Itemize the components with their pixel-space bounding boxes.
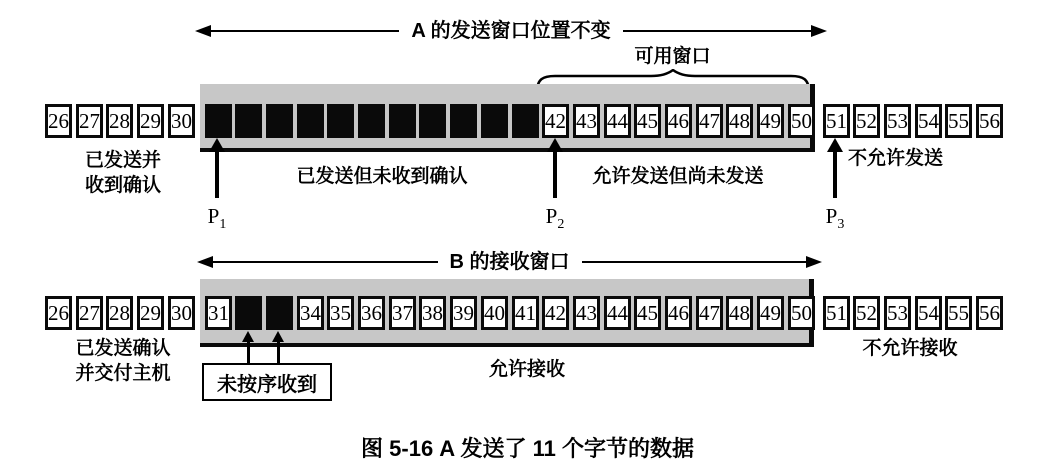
- byte-cell: 47: [696, 296, 723, 330]
- byte-cell: 54: [915, 296, 942, 330]
- available-window-label: 可用窗口: [634, 46, 711, 67]
- byte-cell-filled: [512, 104, 539, 138]
- arrow-left-head-icon: [195, 25, 211, 37]
- byte-cell: 51: [823, 104, 850, 138]
- byte-cell: 42: [542, 296, 569, 330]
- byte-cell: 44: [604, 296, 631, 330]
- pointer-p3: [825, 138, 845, 233]
- byte-cell-filled: [297, 104, 324, 138]
- byte-cell: 28: [106, 104, 133, 138]
- byte-cell: 50: [788, 104, 815, 138]
- byte-cell: 43: [573, 296, 600, 330]
- sender-window-span-arrow: [195, 17, 827, 45]
- receiver-window-span-label: B 的接收窗口: [449, 251, 570, 273]
- byte-cell: 46: [665, 296, 692, 330]
- byte-cell: 48: [726, 104, 753, 138]
- byte-cell: 51: [823, 296, 850, 330]
- byte-cell-filled: [327, 104, 354, 138]
- byte-cell: 39: [450, 296, 477, 330]
- byte-cell: 52: [853, 104, 880, 138]
- byte-cell: 40: [481, 296, 508, 330]
- sender-sent-unacked-label: 已发送但未收到确认: [296, 166, 468, 187]
- byte-cell: 52: [853, 296, 880, 330]
- byte-cell-filled: [235, 296, 262, 330]
- byte-cell: 54: [915, 104, 942, 138]
- pointer-p2-label: $P_2$: [545, 204, 565, 233]
- byte-cell: 41: [512, 296, 539, 330]
- byte-cell-filled: [235, 104, 262, 138]
- pointer-p3-label: $P_3$: [825, 204, 845, 233]
- byte-cell-filled: [358, 104, 385, 138]
- out-of-order-callout: 未按序收到: [202, 363, 332, 401]
- byte-cell: 30: [168, 104, 195, 138]
- byte-cell-filled: [450, 104, 477, 138]
- receiver-window-span-arrow: [197, 248, 822, 276]
- byte-cell: 46: [665, 104, 692, 138]
- pointer-p1-label: $P_1$: [207, 204, 227, 233]
- byte-cell-filled: [205, 104, 232, 138]
- sender-window-span-label: A 的发送窗口位置不变: [411, 20, 611, 42]
- byte-cell: 45: [634, 296, 661, 330]
- byte-cell-filled: [266, 104, 293, 138]
- byte-cell: 44: [604, 104, 631, 138]
- receiver-not-allowed-label: 不允许接收: [862, 338, 958, 359]
- byte-cell: 38: [419, 296, 446, 330]
- byte-cell: 49: [757, 104, 784, 138]
- byte-cell: 47: [696, 104, 723, 138]
- byte-cell: 27: [76, 104, 103, 138]
- byte-cell: 49: [757, 296, 784, 330]
- byte-cell: 50: [788, 296, 815, 330]
- byte-cell: 45: [634, 104, 661, 138]
- byte-cell: 56: [976, 296, 1003, 330]
- out-of-order-arrow-1: [238, 331, 258, 364]
- sender-not-allowed-label: 不允许发送: [848, 148, 944, 169]
- byte-cell: 56: [976, 104, 1003, 138]
- byte-cell: 35: [327, 296, 354, 330]
- pointer-p1: [207, 138, 227, 233]
- byte-cell: 48: [726, 296, 753, 330]
- byte-cell: 36: [358, 296, 385, 330]
- byte-cell-filled: [389, 104, 416, 138]
- byte-cell: 26: [45, 296, 72, 330]
- byte-cell: 53: [884, 104, 911, 138]
- byte-cell: 26: [45, 104, 72, 138]
- receiver-acked-label: 已发送确认 并交付主机: [75, 338, 171, 384]
- out-of-order-arrow-2: [268, 331, 288, 364]
- byte-cell: 42: [542, 104, 569, 138]
- arrow-right-head-icon: [811, 25, 827, 37]
- sender-acked-label: 已发送并 收到确认: [84, 150, 161, 196]
- byte-cell: 28: [106, 296, 133, 330]
- byte-cell-filled: [266, 296, 293, 330]
- receiver-allowed-label: 允许接收: [488, 359, 565, 380]
- byte-cell-filled: [419, 104, 446, 138]
- byte-cell: 31: [205, 296, 232, 330]
- arrow-left-head-icon: [197, 256, 213, 268]
- figure-caption: 图 5-16 A 发送了 11 个字节的数据: [361, 436, 694, 461]
- byte-cell: 27: [76, 296, 103, 330]
- arrow-right-head-icon: [806, 256, 822, 268]
- byte-cell: 29: [137, 296, 164, 330]
- byte-cell: 55: [945, 296, 972, 330]
- byte-cell-filled: [481, 104, 508, 138]
- byte-cell: 55: [945, 104, 972, 138]
- byte-cell: 34: [297, 296, 324, 330]
- byte-cell: 29: [137, 104, 164, 138]
- sender-allowed-not-sent-label: 允许发送但尚未发送: [592, 166, 764, 187]
- byte-cell: 53: [884, 296, 911, 330]
- byte-cell: 43: [573, 104, 600, 138]
- byte-cell: 37: [389, 296, 416, 330]
- byte-cell: 30: [168, 296, 195, 330]
